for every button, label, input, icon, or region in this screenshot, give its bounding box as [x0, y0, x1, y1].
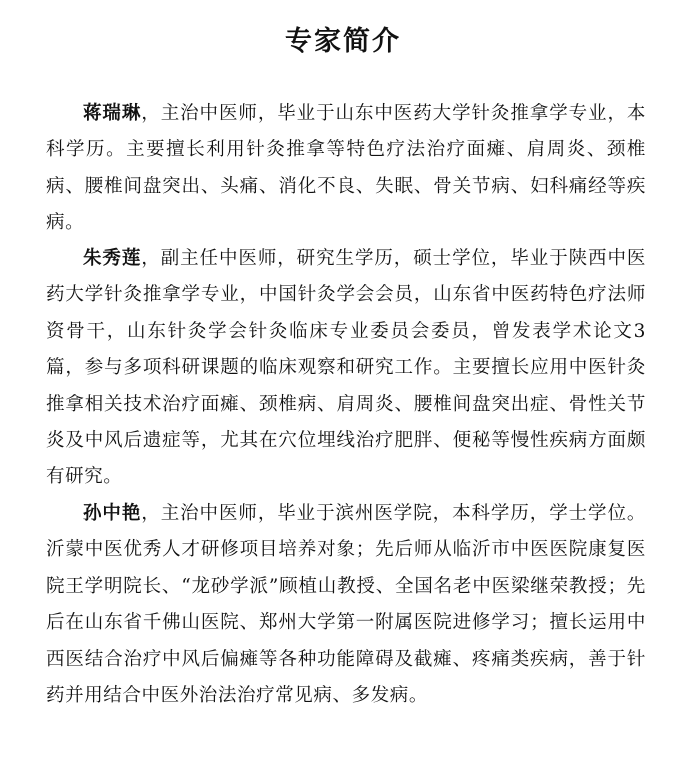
expert-bio — [46, 496, 646, 714]
expert-bio — [46, 96, 646, 242]
page-title: 专家简介 — [285, 26, 401, 57]
expert-name: 朱秀莲 — [83, 248, 142, 269]
expert-name: 孙中艳 — [83, 503, 142, 524]
expert-description: ，主治中医师，毕业于山东中医药大学针灸推拿学专业，本科学历。主要擅长利用针灸推拿等特色疗法治疗面瘫、肩周炎、颈椎病、腰椎间盘突出、头痛、消化不良、失眠、骨关节病、妇科痛经等疾病。 — [46, 103, 646, 234]
expert-description: ，主治中医师，毕业于滨州医学院，本科学历，学士学位。沂蒙中医优秀人才研修项目培养对象；先后师从临沂市中医医院康复医院王学明院长、“龙砂学派”顾植山教授、全国名老中医梁继荣教授；先后在山东省千佛山医院、郑州大学第一附属医院进修学习；擅长运用中西医结合治疗中风后偏瘫等各种功能障碍及截瘫、疼痛类疾病，善于针药并用结合中医外治法治疗常见病、多发病。 — [46, 503, 646, 707]
expert-bio — [46, 241, 646, 496]
expert-name: 蒋瑞琳 — [83, 103, 142, 124]
expert-description: ，副主任中医师，研究生学历，硕士学位，毕业于陕西中医药大学针灸推拿学专业，中国针灸学会会员，山东省中医药特色疗法师资骨干，山东针灸学会针灸临床专业委员会委员，曾发表学术论文3篇，参与多项科研课题的临床观察和研究工作。主要擅长应用中医针灸推拿相关技术治疗面瘫、颈椎病、肩周炎、腰椎间盘突出症、骨性关节炎及中风后遗症等，尤其在穴位埋线治疗肥胖、便秘等慢性疾病方面颇有研究。 — [46, 248, 646, 488]
